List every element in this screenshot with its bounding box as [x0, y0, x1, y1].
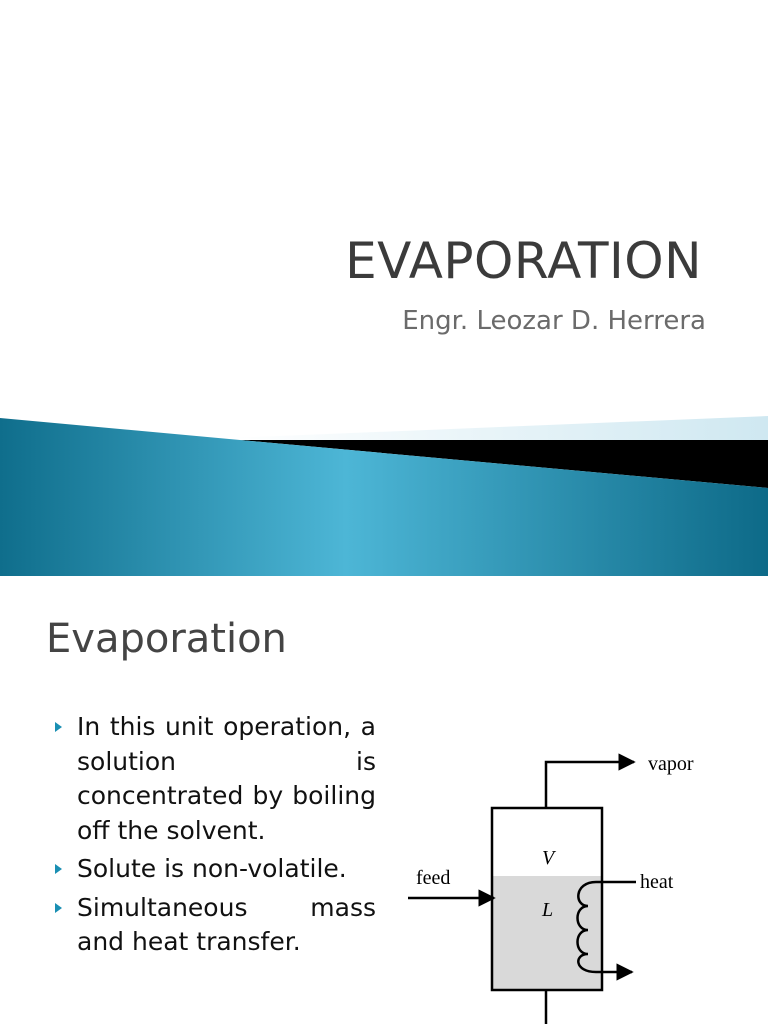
- bullet-arrow-icon: [55, 903, 62, 913]
- feed-label: feed: [416, 867, 451, 889]
- bullet-item: [52, 710, 376, 848]
- heat-label: heat: [640, 871, 674, 893]
- band-pale-stripe: [230, 416, 768, 440]
- evaporator-diagram: [400, 746, 700, 1024]
- bullet-item: [52, 891, 376, 960]
- vapor-outlet-arrow: [546, 762, 634, 808]
- vapor-space-label: V: [542, 847, 555, 869]
- bullet-arrow-icon: [55, 722, 62, 732]
- vapor-label: vapor: [648, 753, 694, 775]
- slide-subtitle: Engr. Leozar D. Herrera: [402, 306, 706, 336]
- bullet-item: [52, 852, 376, 887]
- bullet-list: [52, 710, 376, 964]
- bullet-text: Simultaneous mass and heat transfer.: [77, 892, 376, 956]
- content-slide: [0, 576, 768, 1024]
- liquid-label: L: [542, 899, 554, 921]
- slide-title: EVAPORATION: [345, 232, 702, 290]
- bullet-arrow-icon: [55, 864, 62, 874]
- bullet-text: In this unit operation, a solution is concentrated by boiling off the solvent.: [77, 712, 376, 845]
- liquid-region: [492, 876, 602, 990]
- decorative-band: [0, 410, 768, 576]
- bullet-text: Solute is non-volatile.: [77, 854, 347, 883]
- content-slide-title: Evaporation: [46, 616, 287, 662]
